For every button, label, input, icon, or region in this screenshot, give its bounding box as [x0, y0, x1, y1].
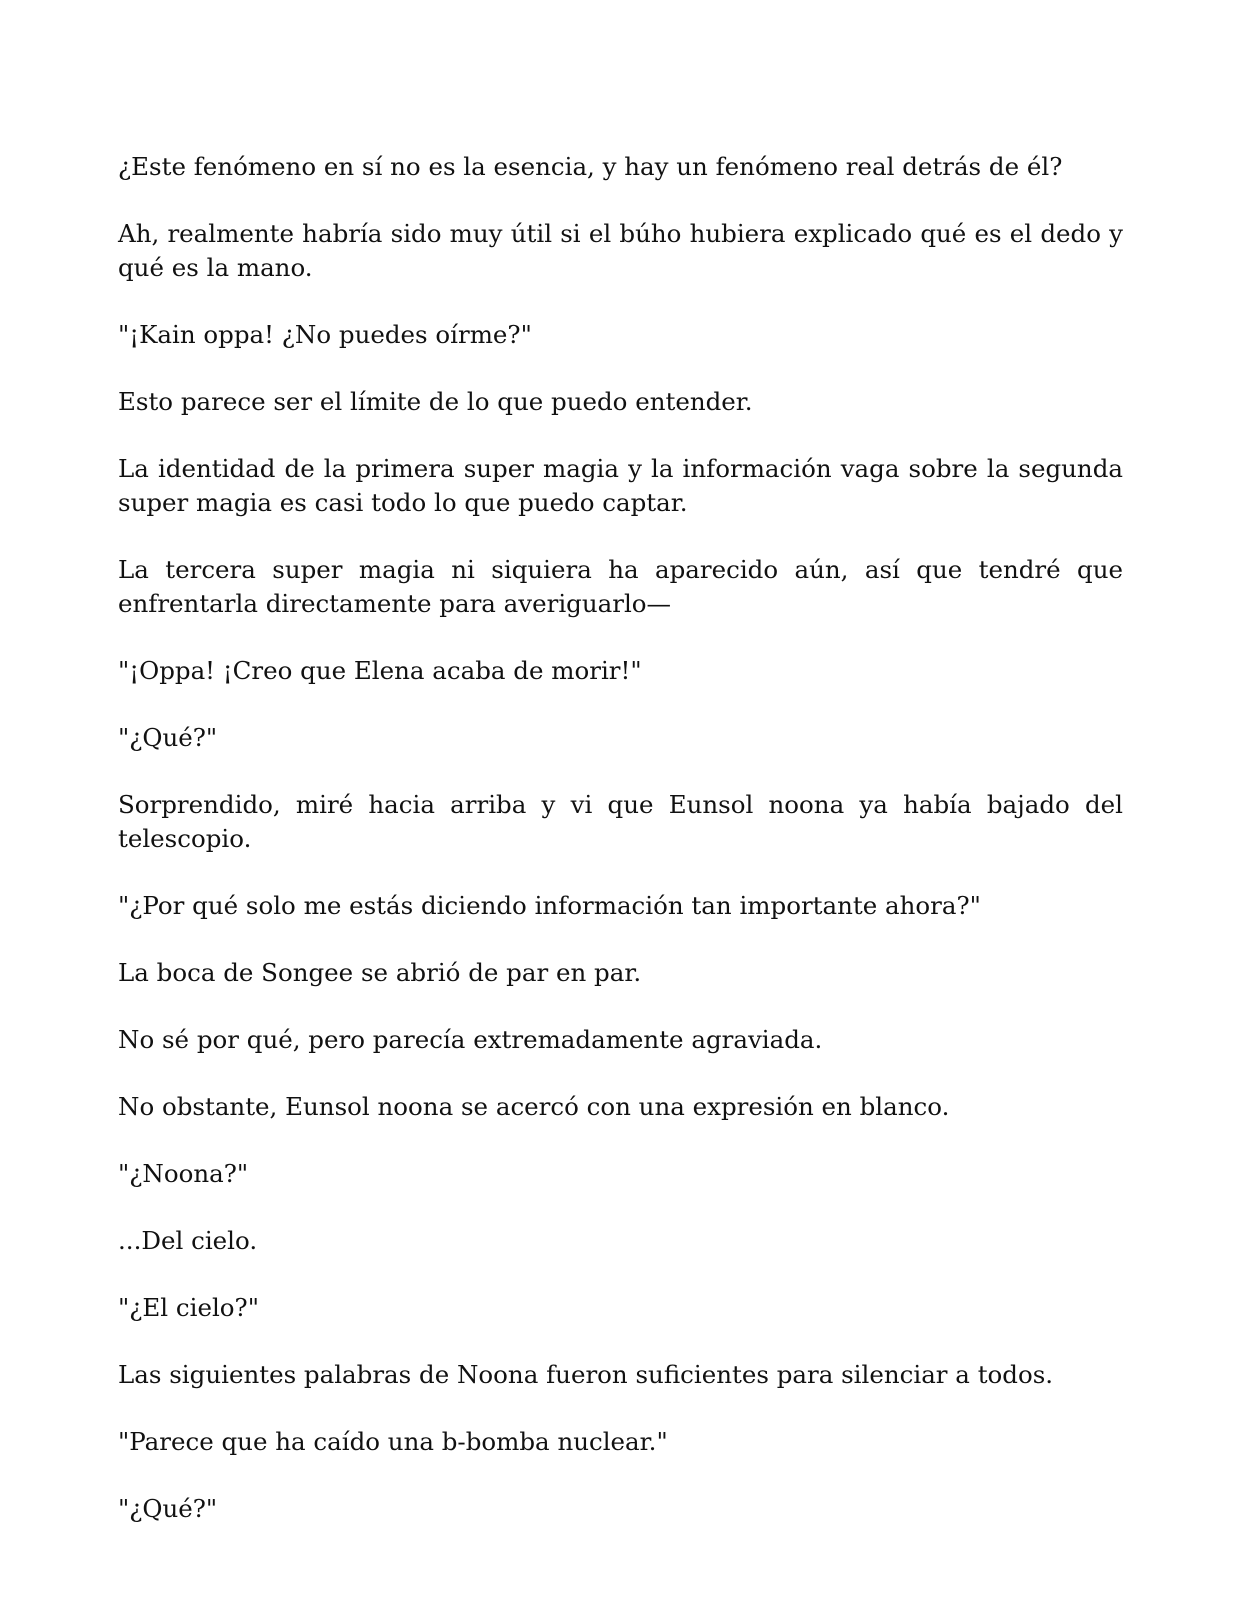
paragraph-10: "¿Por qué solo me estás diciendo información tan importante ahora?": [118, 891, 981, 920]
paragraph-11: La boca de Songee se abrió de par en par.: [118, 958, 642, 987]
paragraph-2: Ah, realmente habría sido muy útil si el búho hubiera explicado qué es el dedo y qué es la mano.: [118, 219, 1123, 282]
paragraph-5: La identidad de la primera super magia y la información vaga sobre la segunda super magia es casi todo lo que puedo captar.: [118, 454, 1123, 517]
paragraph-1: ¿Este fenómeno en sí no es la esencia, y hay un fenómeno real detrás de él?: [118, 152, 1063, 181]
paragraph-13: No obstante, Eunsol noona se acercó con una expresión en blanco.: [118, 1092, 950, 1121]
paragraph-12: No sé por qué, pero parecía extremadamente agraviada.: [118, 1025, 823, 1054]
paragraph-19: "¿Qué?": [118, 1494, 218, 1523]
paragraph-16: "¿El cielo?": [118, 1293, 259, 1322]
paragraph-7: "¡Oppa! ¡Creo que Elena acaba de morir!": [118, 656, 642, 685]
paragraph-3: "¡Kain oppa! ¿No puedes oírme?": [118, 320, 532, 349]
paragraph-15: ...Del cielo.: [118, 1226, 258, 1255]
paragraph-6: La tercera super magia ni siquiera ha aparecido aún, así que tendré que enfrentarla directamente para averiguarlo—: [118, 555, 1123, 618]
paragraph-9: Sorprendido, miré hacia arriba y vi que Eunsol noona ya había bajado del telescopio.: [118, 790, 1123, 853]
paragraph-17: Las siguientes palabras de Noona fueron suficientes para silenciar a todos.: [118, 1360, 1054, 1389]
document-page: [118, 150, 1123, 1559]
paragraph-14: "¿Noona?": [118, 1159, 249, 1188]
paragraph-18: "Parece que ha caído una b-bomba nuclear.": [118, 1427, 668, 1456]
paragraph-4: Esto parece ser el límite de lo que puedo entender.: [118, 387, 753, 416]
paragraph-8: "¿Qué?": [118, 723, 218, 752]
